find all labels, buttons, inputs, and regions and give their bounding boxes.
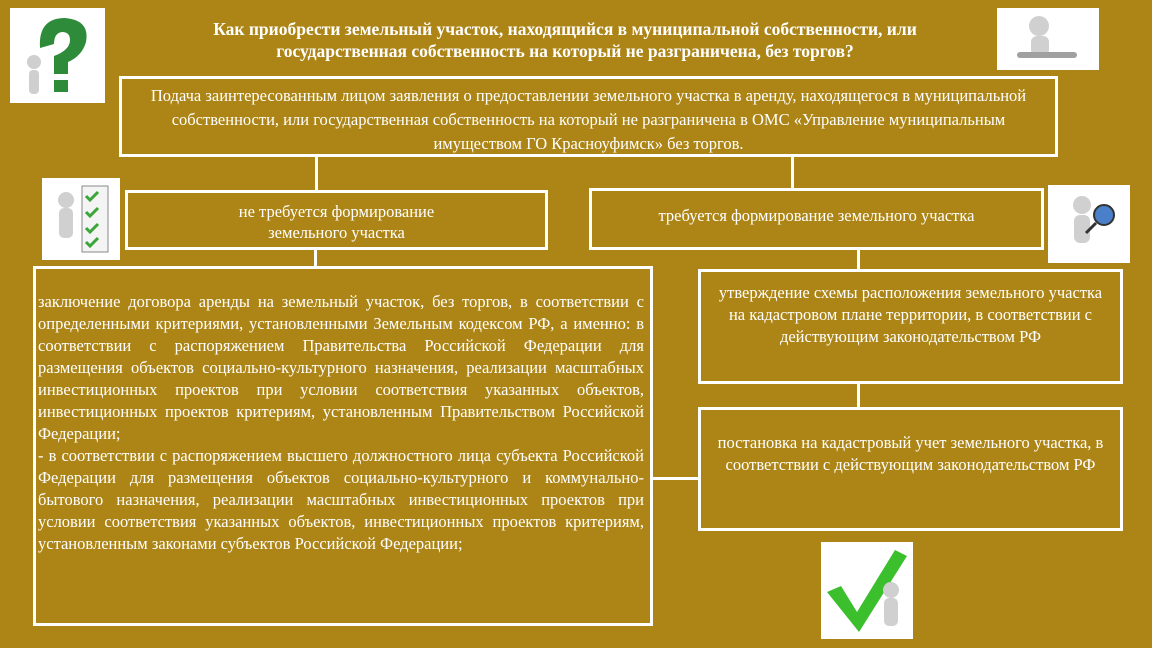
cadastral-registration-text: постановка на кадастровый учет земельного участка, в соответствии с действующим законодательством РФ (717, 433, 1104, 474)
cadastral-registration-box (698, 407, 1123, 531)
lease-agreement-text-2: - в соответствии с распоряжением высшего должностного лица субъекта Российской Федерации для размещения объектов социально-культурного и коммунально-бытового назначения, реализации масштабных инвестиционных проектов при условии соответствия указанных объектов, инвестиционных проектов критериям, установленным законами субъектов Российской Федерации; (38, 446, 644, 553)
checkmark-figure-icon (821, 542, 913, 639)
question-figure-icon (10, 8, 105, 103)
page-title-line-2: государственная собственность на который не разграничена, без торгов? (276, 41, 854, 61)
scheme-approval-text: утверждение схемы расположения земельного участка на кадастровом плане территории, в соответствии с действующим законодательством РФ (718, 283, 1103, 346)
formation-required-text: требуется формирование земельного участка (658, 206, 975, 225)
connector-top-left (315, 156, 318, 192)
connector-horizontal (651, 477, 700, 480)
connector-top-right (791, 156, 794, 189)
no-formation-line-1: не требуется формирование (238, 202, 435, 221)
lease-agreement-box (33, 266, 653, 626)
no-formation-box (125, 190, 548, 250)
lease-agreement-text-1: заключение договора аренды на земельный участок, без торгов, в соответствии с определенными критериями, установленными Земельным кодексом РФ, а именно: в соответствии с распоряжением Правительства Российской Федерации для размещения объектов социально-культурного назначения, реализации масштабных инвестиционных проектов при условии соответствия указанных объектов, инвестиционных проектов критериям, установленным Правительством Российской Федерации; (38, 292, 644, 443)
page-title-line-1: Как приобрести земельный участок, находящийся в муниципальной собственности, или (213, 19, 917, 39)
thinking-figure-icon (997, 8, 1099, 70)
application-text: Подача заинтересованным лицом заявления о предоставлении земельного участка в аренду, находящегося в муниципальной собственности, или государственная собственность на который не разграничена в ОМС «Управление муниципальным имуществом ГО Красноуфимск» без торгов. (150, 86, 1027, 153)
scheme-approval-box (698, 269, 1123, 384)
no-formation-line-2: земельного участка (268, 223, 405, 242)
page-title (140, 18, 990, 62)
formation-required-box (589, 188, 1044, 250)
checklist-figure-icon (42, 178, 120, 260)
application-box (119, 76, 1058, 157)
magnifier-figure-icon (1048, 185, 1130, 263)
connector-right-steps (857, 383, 860, 409)
connector-left-down (314, 248, 317, 268)
